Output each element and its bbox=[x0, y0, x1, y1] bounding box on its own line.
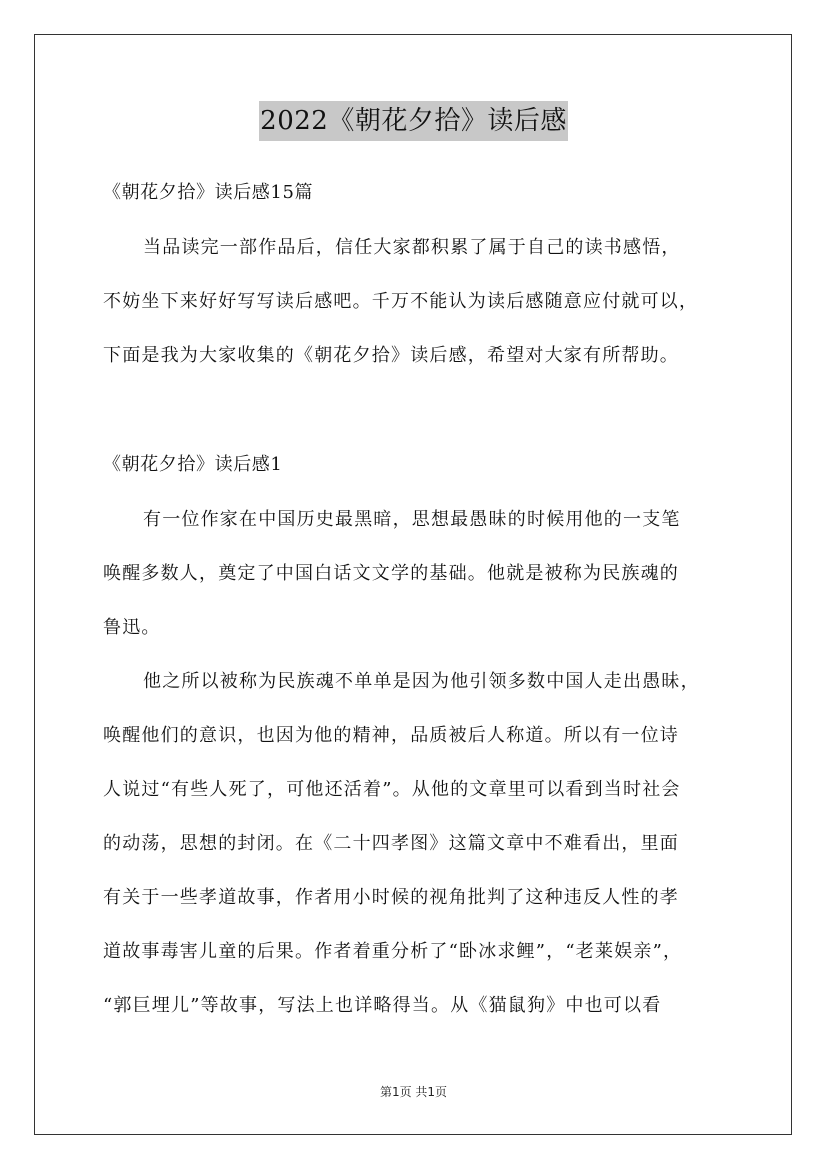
intro-paragraph-line: 不妨坐下来好好写写读后感吧。千万不能认为读后感随意应付就可以， bbox=[103, 291, 699, 312]
section-heading: 《朝花夕拾》读后感1 bbox=[103, 454, 283, 475]
body-paragraph-line: 人说过“有些人死了，可他还活着”。从他的文章里可以看到当时社会 bbox=[103, 779, 681, 800]
body-paragraph-line: 他之所以被称为民族魂不单单是因为他引领多数中国人走出愚昧， bbox=[143, 671, 700, 692]
body-paragraph-line: 道故事毒害儿童的后果。作者着重分析了“卧冰求鲤”，“老莱娱亲”， bbox=[103, 941, 683, 962]
body-paragraph-line: 唤醒多数人，奠定了中国白话文文学的基础。他就是被称为民族魂的 bbox=[103, 563, 679, 584]
body-paragraph-line: 鲁迅。 bbox=[103, 617, 161, 638]
body-paragraph-line: 有关于一些孝道故事，作者用小时候的视角批判了这种违反人性的孝 bbox=[103, 887, 679, 908]
document-title: 2022《朝花夕拾》读后感 bbox=[259, 101, 568, 141]
page-number: 第1页 共1页 bbox=[379, 1085, 448, 1099]
body-paragraph-line: 有一位作家在中国历史最黑暗，思想最愚昧的时候用他的一支笔 bbox=[143, 509, 681, 530]
intro-paragraph-line: 下面是我为大家收集的《朝花夕拾》读后感，希望对大家有所帮助。 bbox=[103, 345, 679, 366]
body-paragraph-line: “郭巨埋儿”等故事，写法上也详略得当。从《猫鼠狗》中也可以看 bbox=[103, 995, 662, 1016]
body-paragraph-line: 的动荡，思想的封闭。在《二十四孝图》这篇文章中不难看出，里面 bbox=[103, 833, 679, 854]
page-footer bbox=[0, 1083, 827, 1101]
document-subtitle: 《朝花夕拾》读后感15篇 bbox=[103, 182, 314, 203]
title-container bbox=[0, 101, 827, 141]
body-paragraph-line: 唤醒他们的意识，也因为他的精神，品质被后人称道。所以有一位诗 bbox=[103, 725, 679, 746]
intro-paragraph-line: 当品读完一部作品后，信任大家都积累了属于自己的读书感悟， bbox=[143, 237, 681, 258]
